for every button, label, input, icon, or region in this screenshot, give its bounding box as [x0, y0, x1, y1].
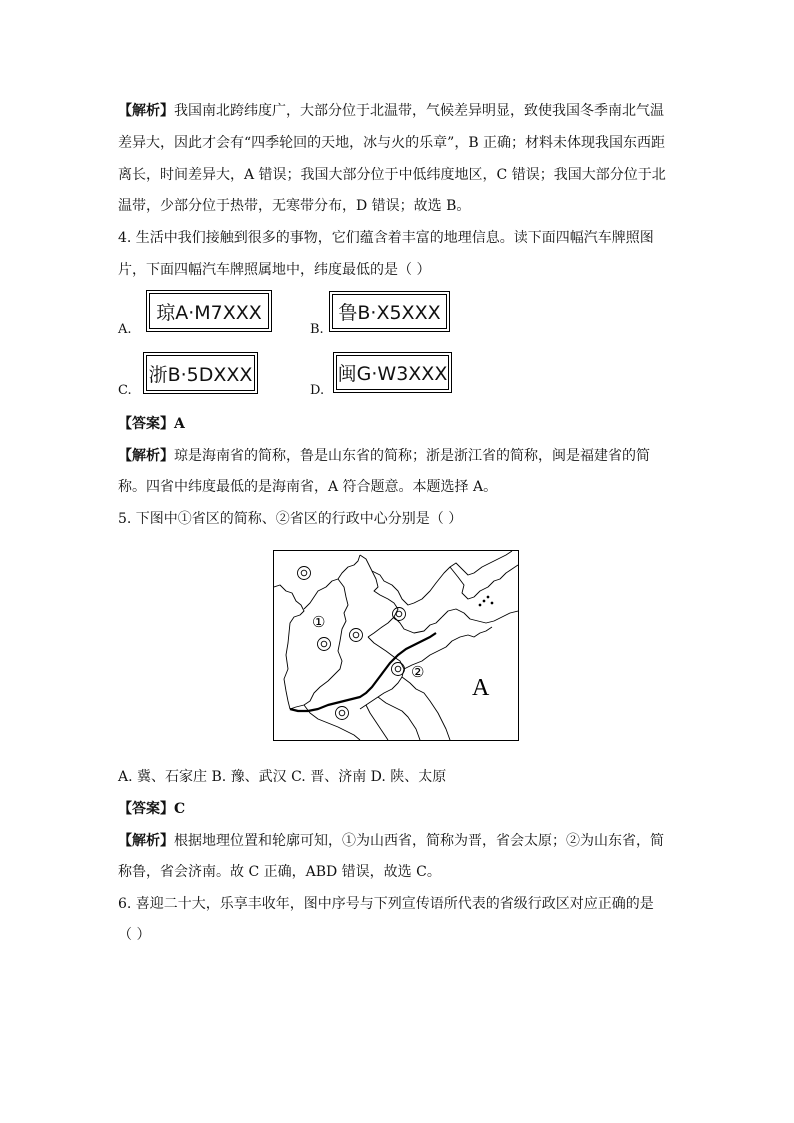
- analysis-text: 琼是海南省的简称，鲁是山东省的简称；浙是浙江省的简称，闽是福建省的简: [174, 448, 650, 464]
- question-5-options: A. 冀、石家庄 B. 豫、武汉 C. 晋、济南 D. 陕、太原: [118, 769, 447, 785]
- analysis-tag: 【解析】: [118, 448, 174, 464]
- option-c-letter: C.: [118, 383, 132, 398]
- license-plate-d: [333, 352, 452, 393]
- option-d-letter: D.: [310, 383, 325, 398]
- question-6-stem-line1: 6. 喜迎二十大，乐享丰收年，图中序号与下列宣传语所代表的省级行政区对应正确的是: [118, 896, 654, 912]
- question-5-stem: 5. 下图中①省区的简称、②省区的行政中心分别是（ ）: [118, 511, 463, 527]
- license-plate-b: [329, 291, 450, 332]
- analysis-text: 根据地理位置和轮廓可知，①为山西省，简称为晋，省会太原；②为山东省，简: [174, 833, 664, 849]
- plate-inner-border: [332, 294, 447, 329]
- analysis-q4-line1: [118, 446, 650, 466]
- question-6-stem-line2: （ ）: [118, 927, 151, 943]
- license-plate-a: [146, 290, 272, 332]
- plate-a-text: 琼A·M7XXX: [156, 301, 262, 324]
- province-map-figure: [273, 550, 519, 741]
- question-4-stem-line1: 4. 生活中我们接触到很多的事物，它们蕴含着丰富的地理信息。读下面四幅汽车牌照图: [118, 230, 654, 246]
- license-plate-c: [143, 352, 258, 394]
- analysis-q3-line1: [118, 101, 664, 121]
- province-map-svg: [274, 551, 518, 740]
- map-label-province-2: ②: [411, 663, 425, 681]
- plate-inner-border: [336, 355, 449, 390]
- answer-q5: 【答案】C: [118, 801, 186, 817]
- plate-c-text: 浙B·5DXXX: [148, 363, 253, 386]
- map-label-province-1: ①: [312, 613, 326, 631]
- option-b-letter: B.: [310, 322, 324, 337]
- analysis-tag: 【解析】: [118, 103, 174, 119]
- plate-inner-border: [146, 355, 255, 391]
- analysis-tag: 【解析】: [118, 833, 174, 849]
- answer-q4: 【答案】A: [118, 416, 185, 432]
- analysis-q5-line1: [118, 831, 664, 851]
- plate-d-text: 闽G·W3XXX: [337, 363, 448, 385]
- plate-inner-border: [149, 293, 269, 329]
- analysis-q3-line2: 差异大，因此才会有“四季轮回的天地，冰与火的乐章”，B 正确；材料未体现我国东西距: [118, 135, 666, 151]
- analysis-q4-line2: 称。四省中纬度最低的是海南省，A 符合题意。本题选择 A。: [118, 479, 498, 495]
- plate-b-text: 鲁B·X5XXX: [338, 302, 441, 324]
- analysis-text: 我国南北跨纬度广，大部分位于北温带，气候差异明显，致使我国冬季南北气温: [174, 103, 664, 119]
- analysis-q3-line4: 温带，少部分位于热带，无寒带分布，D 错误；故选 B。: [118, 198, 471, 214]
- analysis-q3-line3: 离长，时间差异大，A 错误；我国大部分位于中低纬度地区，C 错误；我国大部分位于北: [118, 167, 666, 183]
- option-a-letter: A.: [118, 322, 132, 337]
- question-4-stem-line2: 片，下面四幅汽车牌照属地中，纬度最低的是（ ）: [118, 262, 431, 278]
- map-label-a: A: [472, 675, 490, 701]
- analysis-q5-line2: 称鲁，省会济南。故 C 正确，ABD 错误，故选 C。: [118, 864, 441, 880]
